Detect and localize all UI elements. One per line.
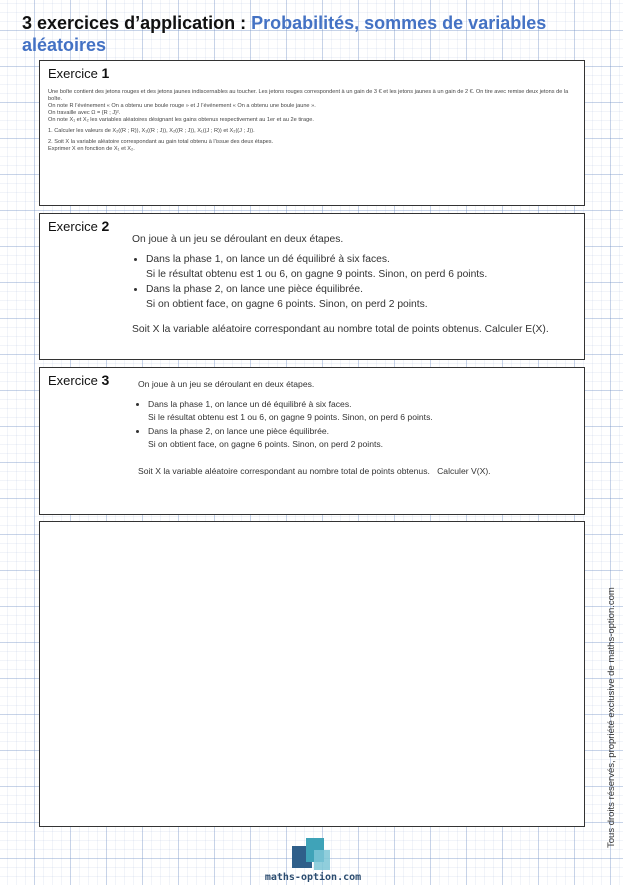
exercise-2-bullet-1 [146,252,572,282]
exercise-3-question [138,465,578,479]
exercise-1-p3: On travaille avec Ω = {R ; J}². [48,110,121,116]
exercise-1-q1: 1. Calculer les valeurs de X₂((R ; R)), X₁((R ; J)), X₂((R ; J)), X₁((J ; R)) et X₂((J ; J)). [48,128,255,134]
exercise-3-b2a: Dans la phase 2, on lance une pièce équilibrée. [148,425,330,436]
exercise-3-b2b: Si on obtient face, on gagne 6 points. Sinon, on perd 2 points. [148,439,384,450]
exercise-2-intro: On joue à un jeu se déroulant en deux étapes. [132,234,344,245]
exercise-1-p2: On note R l’événement « On a obtenu une boule rouge » et J l’événement « On a obtenu une boule jaune ». [48,103,316,109]
exercise-2-number: 2 [101,218,110,234]
exercise-3-statement [138,378,578,479]
exercise-2-question: Soit X la variable aléatoire correspondant au nombre total de points obtenus. Calculer E(X). [132,324,549,335]
answer-area [39,521,585,827]
exercise-3-intro: On joue à un jeu se déroulant en deux étapes. [138,379,315,389]
copyright-notice: Tous droits réservés, propriété exclusive de maths-option.com [606,587,617,848]
exercise-1-q3: Exprimer X en fonction de X₁ et X₂. [48,146,135,152]
logo-square-light [314,850,330,870]
exercise-1-q2: 2. Soit X la variable aléatoire correspondant au gain total obtenu à l’issue des deux étapes. [48,139,274,145]
title-subject: Probabilités, sommes de variables aléatoires [22,13,547,55]
exercise-2-b2b: Si on obtient face, on gagne 6 points. Sinon, on perd 2 points. [146,299,428,310]
exercise-2-b1b: Si le résultat obtenu est 1 ou 6, on gagne 9 points. Sinon, on perd 6 points. [146,269,488,280]
exercise-1-statement [48,89,576,157]
exercise-1-p1: Une boîte contient des jetons rouges et des jetons jaunes indiscernables au toucher. Les jetons rouges correspondent à un gain de 3 € et les jetons jaunes à un gain de 2 €. On tire avec remise deux jetons de la boîte. [48,89,569,102]
exercise-2-b1a: Dans la phase 1, on lance un dé équilibré à six faces. [146,254,390,265]
exercise-3-bullet-1 [148,398,578,425]
exercise-3-number: 3 [101,372,110,388]
exercise-1-word: Exercice [48,66,98,81]
exercise-2-statement [132,232,572,337]
exercise-3-b1a: Dans la phase 1, on lance un dé équilibré à six faces. [148,398,352,409]
exercise-3-tail: Soit X la variable aléatoire correspondant au nombre total de points obtenus. [138,465,430,476]
exercise-3-bullet-2 [148,425,578,452]
exercise-3-label [48,372,109,388]
exercise-1-p4: On note X₁ et X₂ les variables aléatoires désignant les gains obtenus respectivement au 1er et au 2e tirage. [48,117,314,123]
exercise-3-word: Exercice [48,373,98,388]
exercise-1-label [48,65,109,81]
page-title [22,12,582,56]
exercise-3-b1b: Si le résultat obtenu est 1 ou 6, on gagne 9 points. Sinon, on perd 6 points. [148,412,433,423]
logo-icon [286,836,336,872]
exercise-2-label [48,218,109,234]
title-prefix: 3 exercices d’application : [22,13,252,33]
exercise-1-box [39,60,585,206]
exercise-1-number: 1 [101,65,110,81]
exercise-2-word: Exercice [48,219,98,234]
exercise-3-ask: Calculer V(X). [437,465,491,476]
exercise-3-box [39,367,585,515]
exercise-2-bullet-2 [146,282,572,312]
site-name: maths-option.com [264,872,362,883]
exercise-2-box [39,213,585,360]
exercise-2-b2a: Dans la phase 2, on lance une pièce équilibrée. [146,284,363,295]
